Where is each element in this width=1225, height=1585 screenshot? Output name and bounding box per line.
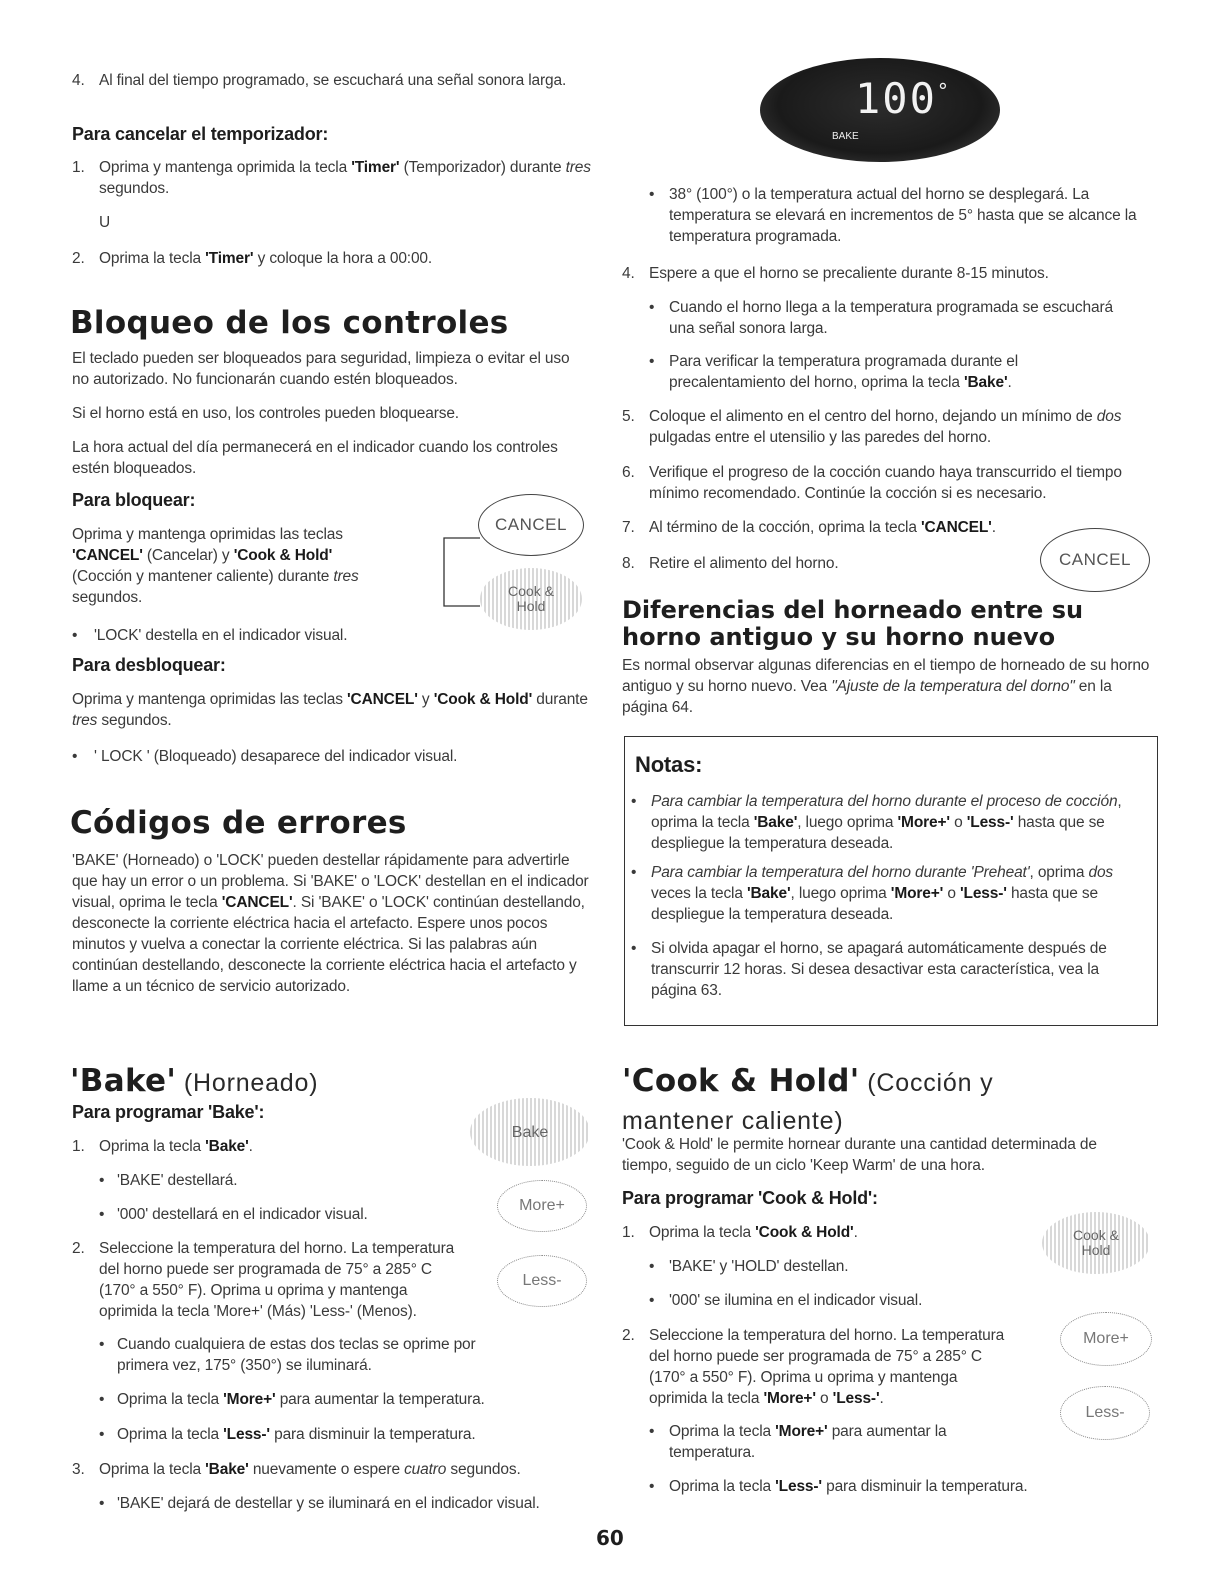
bake-step-2-bullet-1: • Cuando cualquiera de estas dos teclas se oprime por primera vez, 175° (350°) se iluminará. <box>99 1336 476 1374</box>
cook-hold-paragraph: 'Cook & Hold' le permite hornear durante una cantidad determinada de tiempo, seguido de un ciclo 'Keep Warm' de una hora. <box>622 1136 1097 1174</box>
page-number: 60 <box>596 1526 624 1550</box>
errors-paragraph: 'BAKE' (Horneado) o 'LOCK' pueden destellar rápidamente para advertirle que hay un error o un problema. Si 'BAKE' o 'LOCK' destellan en el indicador visual, oprima le tecla 'CANCEL'. Si 'BAKE' o 'LOCK' continúan destellando, desconecte la corriente eléctrica hacia el artefacto. Espere unos pocos minutos y vuelva a conectar la corriente eléctrica. Si las palabras aún continúan destellando, desconecte la corriente eléctrica hacia el artefacto y llame a un técnico de servicio autorizado. <box>72 852 589 995</box>
cook-hold-step-1-bullet-1: • 'BAKE' y 'HOLD' destellan. <box>649 1258 849 1275</box>
bake-step-3-bullet: • 'BAKE' dejará de destellar y se iluminará en el indicador visual. <box>99 1495 540 1512</box>
notes-title: Notas: <box>635 752 703 777</box>
bake-step-8: 8. Retire el alimento del horno. <box>622 555 839 572</box>
bullet-icon: • <box>631 864 637 881</box>
bullet-icon: • <box>649 299 655 316</box>
less-button[interactable]: Less- <box>497 1255 587 1307</box>
bake-section-title: 'Bake' (Horneado) <box>70 1063 319 1099</box>
lock-paragraph-1: El teclado pueden ser bloqueados para seguridad, limpieza o evitar el uso no autorizado. No funcionarán cuando estén bloqueados. <box>72 350 570 388</box>
bake-step-4-bullet-1: • Cuando el horno llega a la temperatura programada se escuchará una señal sonora larga. <box>649 299 1113 337</box>
cancel-button[interactable]: CANCEL <box>1040 528 1150 592</box>
display-bake-label: BAKE <box>832 131 859 142</box>
cook-hold-program-heading: Para programar 'Cook & Hold': <box>622 1188 878 1208</box>
lock-bullet: • 'LOCK' destella en el indicador visual. <box>72 627 348 644</box>
cook-hold-button[interactable]: Cook & Hold <box>1042 1212 1150 1274</box>
note-3: • Si olvida apagar el horno, se apagará automáticamente después de transcurrir 12 horas. Si desea desactivar esta característica, vea la página 63. <box>631 940 1107 999</box>
bake-step-5: 5. Coloque el alimento en el centro del horno, dejando un mínimo de dos pulgadas entre el utensilio y las paredes del horno. <box>622 408 1122 446</box>
lock-instructions: Oprima y mantenga oprimidas las teclas 'CANCEL' (Cancelar) y 'Cook & Hold' (Cocción y mantener caliente) durante tres segundos. <box>72 526 359 606</box>
more-button[interactable]: More+ <box>497 1180 587 1232</box>
bullet-icon: • <box>99 1206 105 1223</box>
oven-display <box>760 58 1000 162</box>
less-button-cook-hold[interactable]: Less- <box>1060 1386 1150 1440</box>
bake-step-7: 7. Al término de la cocción, oprima la tecla 'CANCEL'. <box>622 519 996 536</box>
notes-box <box>624 736 1158 1026</box>
bake-step-1-bullet-1: • 'BAKE' destellará. <box>99 1172 238 1189</box>
step-number: 4. <box>72 72 85 89</box>
step-number: 5. <box>622 408 635 425</box>
differences-title: Diferencias del horneado entre su horno antiguo y su horno nuevo <box>622 596 1084 651</box>
unlock-bullet: • ' LOCK ' (Bloqueado) desaparece del indicador visual. <box>72 748 458 765</box>
step-number: 7. <box>622 519 635 536</box>
bullet-icon: • <box>99 1172 105 1189</box>
bake-step-1-bullet-2: • '000' destellará en el indicador visual. <box>99 1206 368 1223</box>
bake-step-3: 3. Oprima la tecla 'Bake' nuevamente o espere cuatro segundos. <box>72 1461 521 1478</box>
bullet-icon: • <box>99 1336 105 1353</box>
lock-section-title: Bloqueo de los controles <box>70 305 509 341</box>
errors-section-title: Códigos de errores <box>70 805 407 841</box>
bullet-icon: • <box>649 186 655 203</box>
bake-step-2-bullet-3: • Oprima la tecla 'Less-' para disminuir la temperatura. <box>99 1426 476 1443</box>
preheat-bullet: • 38° (100°) o la temperatura actual del horno se desplegará. La temperatura se elevará en incrementos de 5° hasta que se alcance la temperatura programada. <box>649 186 1137 245</box>
differences-paragraph: Es normal observar algunas diferencias en el tiempo de horneado de su horno antiguo y su horno nuevo. Vea "Ajuste de la temperatura del dorno" en la página 64. <box>622 657 1150 716</box>
step-number: 1. <box>72 159 85 176</box>
bake-step-6: 6. Verifique el progreso de la cocción cuando haya transcurrido el tiempo mínimo recomendado. Continúe la cocción si es necesario. <box>622 464 1122 502</box>
bake-step-4-bullet-2: • Para verificar la temperatura programada durante el precalentamiento del horno, oprima la tecla 'Bake'. <box>649 353 1019 391</box>
step-number: 3. <box>72 1461 85 1478</box>
cancel-timer-heading: Para cancelar el temporizador: <box>72 124 329 144</box>
bullet-icon: • <box>649 1478 655 1495</box>
bake-step-2-bullet-2: • Oprima la tecla 'More+' para aumentar la temperatura. <box>99 1391 485 1408</box>
step-number: 4. <box>622 265 635 282</box>
cancel-timer-or: U <box>99 214 111 231</box>
cook-hold-step-2-bullet-1: • Oprima la tecla 'More+' para aumentar la temperatura. <box>649 1423 947 1461</box>
cook-hold-button-lock[interactable]: Cook & Hold <box>480 568 582 630</box>
bullet-icon: • <box>649 353 655 370</box>
cook-hold-step-1-bullet-2: • '000' se ilumina en el indicador visual. <box>649 1292 923 1309</box>
bullet-icon: • <box>99 1426 105 1443</box>
more-button-cook-hold[interactable]: More+ <box>1060 1312 1152 1366</box>
cancel-button-lock[interactable]: CANCEL <box>478 494 584 556</box>
lock-heading: Para bloquear: <box>72 490 196 510</box>
step-number: 2. <box>72 1240 85 1257</box>
bake-program-heading: Para programar 'Bake': <box>72 1102 265 1122</box>
bake-step-4: 4. Espere a que el horno se precaliente durante 8-15 minutos. <box>622 265 1049 282</box>
bullet-icon: • <box>72 627 78 644</box>
timer-step-4: 4. Al final del tiempo programado, se escuchará una señal sonora larga. <box>72 72 567 89</box>
bullet-icon: • <box>99 1495 105 1512</box>
step-number: 1. <box>622 1224 635 1241</box>
bake-step-2: 2. Seleccione la temperatura del horno. La temperatura del horno puede ser programada de 75° a 285° C (170° a 550° F). Oprima u oprima y mantenga oprimida la tecla 'More+' (Más) 'Less-' (Menos). <box>72 1240 455 1320</box>
cancel-timer-step-1: 1. Oprima y mantenga oprimida la tecla 'Timer' (Temporizador) durante tres segundos. <box>72 159 591 197</box>
bake-step-1: 1. Oprima la tecla 'Bake'. <box>72 1138 253 1155</box>
step-number: 2. <box>622 1327 635 1344</box>
lock-paragraph-3: La hora actual del día permanecerá en el indicador cuando los controles estén bloqueados. <box>72 439 558 477</box>
cook-hold-step-2: 2. Seleccione la temperatura del horno. La temperatura del horno puede ser programada de 75° a 285° C (170° a 550° F). Oprima u oprima y mantenga oprimida la tecla 'More+' o 'Less-'. <box>622 1327 1005 1407</box>
unlock-instructions: Oprima y mantenga oprimidas las teclas 'CANCEL' y 'Cook & Hold' durante tres segundos. <box>72 691 588 729</box>
bullet-icon: • <box>631 793 637 810</box>
step-number: 8. <box>622 555 635 572</box>
cook-hold-section-subtitle: mantener caliente) <box>622 1107 844 1135</box>
bake-button[interactable]: Bake <box>470 1098 590 1166</box>
lock-paragraph-2: Si el horno está en uso, los controles pueden bloquearse. <box>72 405 459 422</box>
note-1: • Para cambiar la temperatura del horno durante el proceso de cocción, oprima la tecla 'Bake', luego oprima 'More+' o 'Less-' hasta que se despliegue la temperatura deseada. <box>631 793 1122 852</box>
step-number: 6. <box>622 464 635 481</box>
unlock-heading: Para desbloquear: <box>72 655 226 675</box>
note-2: • Para cambiar la temperatura del horno durante 'Preheat', oprima dos veces la tecla 'Bake', luego oprima 'More+' o 'Less-' hasta que se despliegue la temperatura deseada. <box>631 864 1114 923</box>
cook-hold-section-title: 'Cook & Hold' (Cocción y <box>622 1063 994 1099</box>
cook-hold-step-2-bullet-2: • Oprima la tecla 'Less-' para disminuir la temperatura. <box>649 1478 1028 1495</box>
bullet-icon: • <box>631 940 637 957</box>
display-temperature: 100° <box>855 74 951 123</box>
step-number: 2. <box>72 250 85 267</box>
bullet-icon: • <box>72 748 78 765</box>
bullet-icon: • <box>649 1258 655 1275</box>
bullet-icon: • <box>649 1423 655 1440</box>
step-number: 1. <box>72 1138 85 1155</box>
bullet-icon: • <box>649 1292 655 1309</box>
cook-hold-step-1: 1. Oprima la tecla 'Cook & Hold'. <box>622 1224 858 1241</box>
cancel-timer-step-2: 2. Oprima la tecla 'Timer' y coloque la hora a 00:00. <box>72 250 433 267</box>
bullet-icon: • <box>99 1391 105 1408</box>
